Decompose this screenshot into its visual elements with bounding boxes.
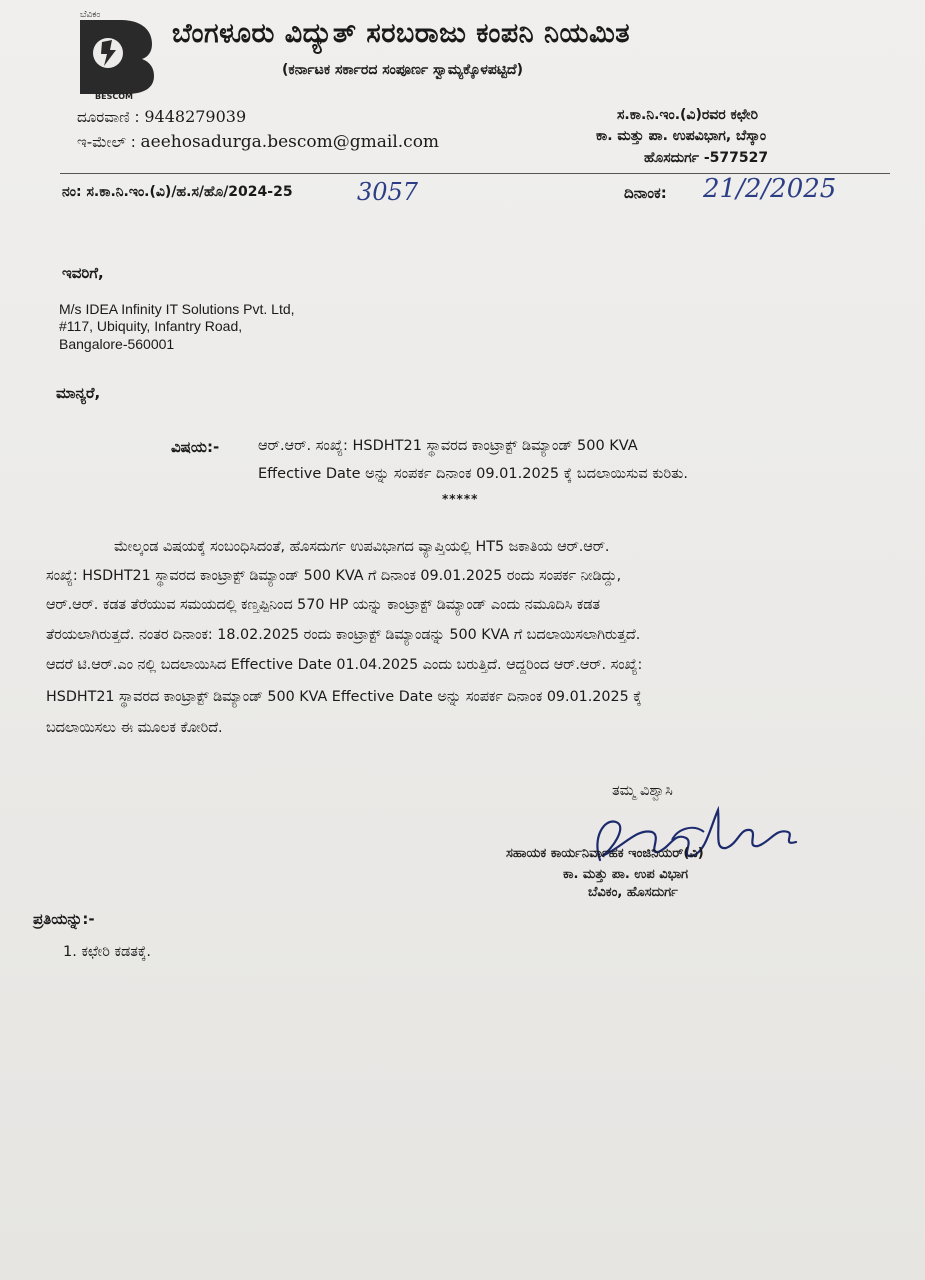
email-line: [77, 132, 439, 152]
designation-line-3: ಬೆವಿಕಂ, ಹೊಸದುರ್ಗ: [588, 885, 678, 900]
copy-to-label: ಪ್ರತಿಯನ್ನು:-: [33, 910, 95, 928]
salutation: ಮಾನ್ಯರೆ,: [56, 384, 101, 402]
phone-number: 9448279039: [144, 107, 247, 126]
designation-line-1: ಸಹಾಯಕ ಕಾರ್ಯನಿರ್ವಾಹಕ ಇಂಜಿನಿಯರ್(ವಿ): [506, 846, 704, 861]
body-line: ಬದಲಾಯಿಸಲು ಈ ಮೂಲಕ ಕೋರಿದೆ.: [46, 720, 223, 736]
bescom-logo: [74, 6, 156, 100]
to-label: ಇವರಿಗೆ,: [62, 264, 104, 282]
logo-wordmark: BESCOM: [95, 92, 133, 100]
body-line: ಆದರೆ ಟಿ.ಆರ್.ಎಂ ನಲ್ಲಿ ಬದಲಾಯಿಸಿದ Effective Date 01.04.2025 ಎಂದು ಬರುತ್ತಿದೆ. ಆದ್ದರಿಂದ ಆರ್.ಆರ್. ಸಂಖ್ಯೆ:: [46, 657, 643, 673]
subject-separator: *****: [442, 492, 479, 506]
svg-text:ಬೆವಿಕಂ: ಬೆವಿಕಂ: [80, 10, 101, 20]
company-subtitle: (ಕರ್ನಾಟಕ ಸರ್ಕಾರದ ಸಂಪೂರ್ಣ ಸ್ವಾಮ್ಯಕ್ಕೊಳಪಟ್ಟಿದೆ): [282, 62, 523, 78]
body-line: ಮೇಲ್ಕಂಡ ವಿಷಯಕ್ಕೆ ಸಂಬಂಧಿಸಿದಂತೆ, ಹೊಸದುರ್ಗ ಉಪವಿಭಾಗದ ವ್ಯಾಪ್ತಿಯಲ್ಲಿ HT5 ಜಕಾತಿಯ ಆರ್.ಆರ್.: [114, 539, 610, 555]
office-line-3: ಹೊಸದುರ್ಗ -577527: [644, 150, 769, 166]
designation-line-2: ಕಾ. ಮತ್ತು ಪಾ. ಉಪ ವಿಭಾಗ: [563, 867, 689, 882]
date-label: ದಿನಾಂಕ:: [624, 184, 667, 202]
subject-line-1: ಆರ್.ಆರ್. ಸಂಖ್ಯೆ: HSDHT21 ಸ್ಥಾವರದ ಕಾಂಟ್ರಾಕ್ಟ್ ಡಿಮ್ಯಾಂಡ್ 500 KVA: [258, 438, 638, 454]
date-handwritten: 21/2/2025: [703, 174, 837, 204]
recipient-line: #117, Ubiquity, Infantry Road,: [59, 318, 243, 334]
office-line-2: ಕಾ. ಮತ್ತು ಪಾ. ಉಪವಿಭಾಗ, ಬೆಸ್ಕಾಂ: [596, 128, 767, 144]
subject-line-2: Effective Date ಅನ್ನು ಸಂಪರ್ಕ ದಿನಾಂಕ 09.01.2025 ಕ್ಕೆ ಬದಲಾಯಿಸುವ ಕುರಿತು.: [258, 466, 689, 482]
phone-label: ದೂರವಾಣಿ :: [77, 108, 140, 126]
subject-label: ವಿಷಯ:-: [171, 438, 220, 456]
recipient-line: Bangalore-560001: [59, 336, 175, 352]
company-name: ಬೆಂಗಳೂರು ವಿದ್ಯುತ್ ಸರಬರಾಜು ಕಂಪನಿ ನಿಯಮಿತ: [172, 18, 631, 49]
body-line: ಸಂಖ್ಯೆ: HSDHT21 ಸ್ಥಾವರದ ಕಾಂಟ್ರಾಕ್ಟ್ ಡಿಮ್ಯಾಂಡ್ 500 KVA ಗೆ ದಿನಾಂಕ 09.01.2025 ರಂದು ಸಂಪರ್ಕ ನೀಡಿದ್ದು,: [46, 568, 622, 584]
reference-number-label: ನಂ: ಸ.ಕಾ.ನಿ.ಇಂ.(ವಿ)/ಹ.ಸ/ಹೊ/2024-25: [62, 184, 293, 200]
email-label: ಇ-ಮೇಲ್ :: [77, 133, 136, 151]
yours-faithfully: ತಮ್ಮ ವಿಶ್ವಾಸಿ: [612, 783, 673, 799]
body-line: ಆರ್.ಆರ್. ಕಡತ ತೆರೆಯುವ ಸಮಯದಲ್ಲಿ ಕಣ್ತಪ್ಪಿನಿಂದ 570 HP ಯನ್ನು ಕಾಂಟ್ರಾಕ್ಟ್ ಡಿಮ್ಯಾಂಡ್ ಎಂದು ನಮೂದಿಸಿ ಕಡತ: [46, 597, 600, 613]
body-line: HSDHT21 ಸ್ಥಾವರದ ಕಾಂಟ್ರಾಕ್ಟ್ ಡಿಮ್ಯಾಂಡ್ 500 KVA Effective Date ಅನ್ನು ಸಂಪರ್ಕ ದಿನಾಂಕ 09.01.2025 ಕ್ಕೆ: [46, 689, 642, 705]
office-line-1: ಸ.ಕಾ.ನಿ.ಇಂ.(ವಿ)ರವರ ಕಛೇರಿ: [617, 107, 758, 123]
recipient-line: M/s IDEA Infinity IT Solutions Pvt. Ltd,: [59, 301, 295, 317]
reference-number-handwritten: 3057: [357, 178, 419, 206]
copy-to-item: 1. ಕಛೇರಿ ಕಡತಕ್ಕೆ.: [63, 944, 151, 960]
phone-line: [77, 107, 246, 126]
email-address: aeehosadurga.bescom@gmail.com: [140, 132, 440, 152]
signature: [582, 798, 800, 878]
body-line: ತೆರಯಲಾಗಿರುತ್ತದೆ. ನಂತರ ದಿನಾಂಕ: 18.02.2025 ರಂದು ಕಾಂಟ್ರಾಕ್ಟ್ ಡಿಮ್ಯಾಂಡನ್ನು 500 KVA ಗೆ ಬದಲಾಯಿಸಲಾಗಿರುತ್ತದೆ.: [46, 627, 641, 643]
